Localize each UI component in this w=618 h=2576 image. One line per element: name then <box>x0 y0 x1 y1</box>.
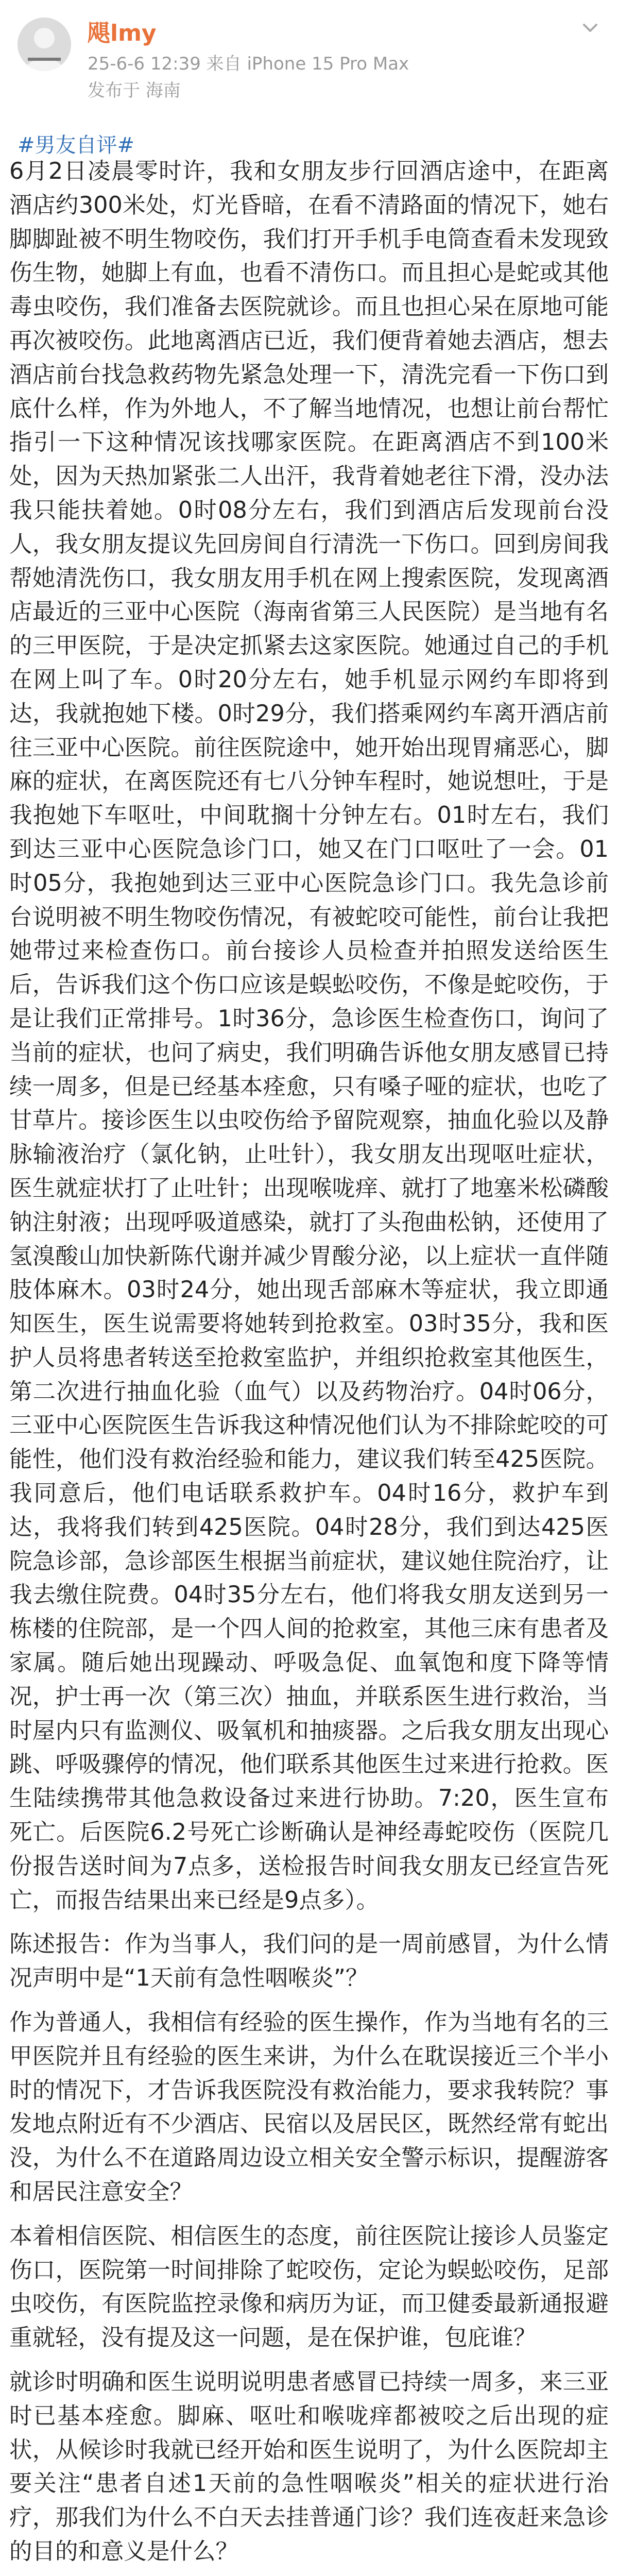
post-location: 发布于 海南 <box>88 80 181 101</box>
post-body <box>9 155 609 2576</box>
post-paragraph: 就诊时明确和医生说明说明患者感冒已持续一周多，来三亚时已基本痊愈。脚麻、呕吐和喉咙痒都被咬之后出现的症状，从候诊时我就已经开始和医生说明了，为什么医院却主要关注“患者自述1天前的急性咽喉炎”相关的症状进行治疗，那我们为什么不白天去挂普通门诊？我们连夜赶来急诊的目的和意义是什么？ <box>9 2369 609 2565</box>
post-paragraph: 本着相信医院、相信医生的态度，前往医院让接诊人员鉴定伤口，医院第一时间排除了蛇咬伤，定论为蜈蚣咬伤，足部虫咬伤，有医院监控录像和病历为证，而卫健委最新通报避重就轻，没有提及这一问题，是在保护谁，包庇谁？ <box>9 2223 609 2351</box>
post-paragraph: 作为普通人，我相信有经验的医生操作，作为当地有名的三甲医院并且有经验的医生来讲，为什么在耽误接近三个半小时的情况下，才告诉我医院没有救治能力，要求我转院？事发地点附近有不少酒店、民宿以及居民区，既然经常有蛇出没，为什么不在道路周边设立相关安全警示标识，提醒游客和居民注意安全？ <box>9 2009 609 2206</box>
post-time: 25-6-6 12:39 <box>88 54 201 74</box>
hashtag-link[interactable]: #男友自评# <box>18 133 135 157</box>
avatar-image <box>18 18 71 71</box>
post-header <box>0 0 618 129</box>
post-meta <box>88 50 409 104</box>
more-options-icon[interactable] <box>575 12 606 43</box>
post-paragraph: 6月2日凌晨零时许，我和女朋友步行回酒店途中，在距离酒店约300米处，灯光昏暗，在看不清路面的情况下，她右脚脚趾被不明生物咬伤，我们打开手机手电筒查看未发现致伤生物，她脚上有血，也看不清伤口。而且担心是蛇或其他毒虫咬伤，我们准备去医院就诊。而且也担心呆在原地可能再次被咬伤。此地离酒店已近，我们便背着她去酒店，想去酒店前台找急救药物先紧急处理一下，清洗完看一下伤口到底什么样，作为外地人，不了解当地情况，也想让前台帮忙指引一下这种情况该找哪家医院。在距离酒店不到100米处，因为天热加紧张二人出汗，我背着她老往下滑，没办法我只能扶着她。0时08分左右，我们到酒店后发现前台没人，我女朋友提议先回房间自行清洗一下伤口。回到房间我帮她清洗伤口，我女朋友用手机在网上搜索医院，发现离酒店最近的三亚中心医院（海南省第三人民医院）是当地有名的三甲医院，于是决定抓紧去这家医院。她通过自己的手机在网上叫了车。0时20分左右，她手机显示网约车即将到达，我就抱她下楼。0时29分，我们搭乘网约车离开酒店前往三亚中心医院。前往医院途中，她开始出现胃痛恶心，脚麻的症状，在离医院还有七八分钟车程时，她说想吐，于是我抱她下车呕吐，中间耽搁十分钟左右。01时左右，我们到达三亚中心医院急诊门口，她又在门口呕吐了一会。01时05分，我抱她到达三亚中心医院急诊门口。我先急诊前台说明被不明生物咬伤情况，有被蛇咬可能性，前台让我把她带过来检查伤口。前台接诊人员检查并拍照发送给医生后，告诉我们这个伤口应该是蜈蚣咬伤，不像是蛇咬伤，于是让我们正常排号。1时36分，急诊医生检查伤口，询问了当前的症状，也问了病史，我们明确告诉他女朋友感冒已持续一周多，但是已经基本痊愈，只有嗓子哑的症状，也吃了甘草片。接诊医生以虫咬伤给予留院观察，抽血化验以及静脉输液治疗（氯化钠，止吐针），我女朋友出现呕吐症状，医生就症状打了止吐针；出现喉咙痒、就打了地塞米松磷酸钠注射液；出现呼吸道感染，就打了头孢曲松钠，还使用了氢溴酸山加快新陈代谢并减少胃酸分泌，以上症状一直伴随肢体麻木。03时24分，她出现舌部麻木等症状，我立即通知医生，医生说需要将她转到抢救室。03时35分，我和医护人员将患者转送至抢救室监护，并组织抢救室其他医生，第二次进行抽血化验（血气）以及药物治疗。04时06分，三亚中心医院医生告诉我这种情况他们认为不排除蛇咬的可能性，他们没有救治经验和能力，建议我们转至425医院。我同意后，他们电话联系救护车。04时16分，救护车到达，我将我们转到425医院。04时28分，我们到达425医院急诊部，急诊部医生根据当前症状，建议她住院治疗，让我去缴住院费。04时35分左右，他们将我女朋友送到另一栋楼的住院部，是一个四人间的抢救室，其他三床有患者及家属。随后她出现躁动、呼吸急促、血氧饱和度下降等情况，护士再一次（第三次）抽血，并联系医生进行救治，当时屋内只有监测仪、吸氧机和抽痰器。之后我女朋友出现心跳、呼吸骤停的情况，他们联系其他医生过来进行抢救。医生陆续携带其他急救设备过来进行协助。7:20，医生宣布死亡。后医院6.2号死亡诊断确认是神经毒蛇咬伤（医院几份报告送时间为7点多，送检报告时间我女朋友已经宣告死亡，而报告结果出来已经是9点多）。 <box>9 158 609 1913</box>
post-paragraph: 陈述报告：作为当事人，我们问的是一周前感冒，为什么情况声明中是“1天前有急性咽喉炎”？ <box>9 1931 609 1992</box>
username[interactable]: 飓lmy <box>88 20 157 46</box>
avatar[interactable] <box>18 18 71 71</box>
post-device: 来自 iPhone 15 Pro Max <box>206 54 409 74</box>
